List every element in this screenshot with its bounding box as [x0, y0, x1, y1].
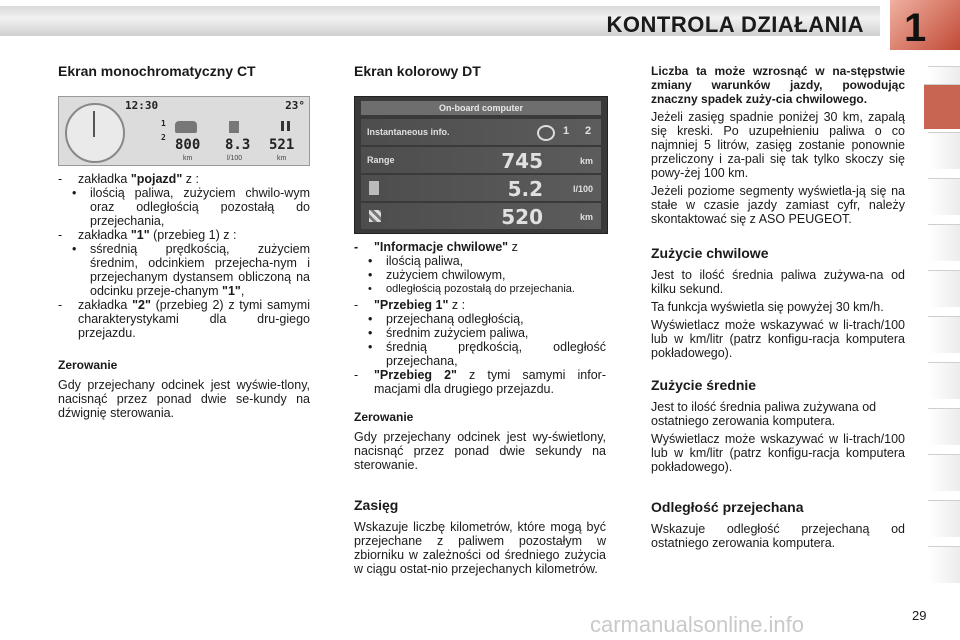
side-tab[interactable] [928, 500, 960, 537]
section-heading: Ekran kolorowy DT [354, 63, 481, 79]
screen-title: On-board computer [361, 101, 601, 115]
paragraph: Gdy przejechany odcinek jest wyświe-tlony, nacisnąć przez ponad dwie se-kundy na dźwignię sterowania. [58, 378, 310, 420]
side-tab[interactable] [928, 546, 960, 583]
screen-value-1: 800 [175, 137, 201, 153]
section-heading: Zasięg [354, 497, 399, 513]
column-monochrome-text [58, 172, 310, 420]
screen-value-3: 521 [269, 137, 295, 153]
chapter-side-tabs [928, 66, 960, 576]
list-item: - zakładka "2" (przebieg 2) z tymi samymi charakterystykami dla dru-giego przejazdu. [58, 298, 311, 340]
side-tab[interactable] [928, 270, 960, 307]
color-display-image [354, 96, 608, 234]
side-tab[interactable] [928, 316, 960, 353]
range-value: 745 [501, 149, 543, 173]
page-title: KONTROLA DZIAŁANIA [606, 12, 864, 37]
side-tab[interactable] [928, 178, 960, 215]
column-color-text [354, 240, 606, 576]
paragraph: Gdy przejechany odcinek jest wy-świetlony, nacisnąć przez ponad dwie sekundy na sterowanie. [354, 430, 606, 472]
side-tab[interactable] [928, 408, 960, 445]
paragraph: Jest to ilość średnia paliwa zużywa-na od kilku sekund. [651, 268, 905, 296]
clock-dial-icon [65, 103, 125, 163]
car-icon [175, 121, 197, 133]
chapter-number: 1 [904, 6, 927, 50]
list-subitem: • przejechaną odległością, [368, 312, 524, 326]
list-item: - zakładka "1" (przebieg 1) z : [58, 228, 237, 242]
trip-1-label: 1 [563, 125, 570, 137]
section-heading: Zużycie średnie [651, 377, 757, 393]
list-subitem: • sśrednią prędkością, zużyciem średnim, odcinkiem przejecha-nym i przejechanym dystansem obliczoną na odcinku przeje-chanym "1", [72, 242, 310, 298]
list-item: - "Informacje chwilowe" z [354, 240, 518, 254]
side-tab-active[interactable] [924, 84, 960, 129]
paragraph: Ta funkcja wyświetla się powyżej 30 km/h. [651, 300, 884, 314]
side-tab[interactable] [928, 362, 960, 399]
list-item: - zakładka "pojazd" z : [58, 172, 199, 186]
intro-bold: Liczba ta może wzrosnąć w na-stępstwie zmiany warunków jazdy, powodując znaczny spadek zuży-cia chwilowego. [651, 64, 905, 106]
clock-needle [93, 111, 95, 137]
monochrome-display-image [58, 96, 310, 166]
column-monochrome [58, 64, 310, 78]
range-unit: km [579, 156, 593, 166]
consumption-unit: l/100 [572, 184, 593, 194]
screen-row [361, 147, 601, 173]
screen-row-label: Range [367, 155, 395, 165]
list-subitem: • ilością paliwa, zużyciem chwilo-wym oraz odległością pozostałą do przejechania, [72, 186, 310, 228]
paragraph: Wyświetlacz może wskazywać w li-trach/100 lub w km/litr (patrz konfigu-racja komputera pokładowego). [651, 318, 905, 360]
paragraph: Wyświetlacz może wskazywać w li-trach/100 lub w km/litr (patrz konfigu-racja komputera pokładowego). [651, 432, 905, 474]
tab-indicator-1: 1 [161, 119, 166, 128]
side-tab[interactable] [928, 132, 960, 169]
fuel-icon [229, 121, 239, 133]
list-subitem: • średnią prędkością, odległość przejechana, [368, 340, 606, 368]
screen-row-label: Instantaneous info. [367, 127, 450, 137]
list-item: - "Przebieg 1" z : [354, 298, 466, 312]
side-tab[interactable] [928, 454, 960, 491]
list-item: - "Przebieg 2" z tymi samymi infor-macjami dla drugiego przejazdu. [354, 368, 606, 396]
screen-value-2: 8.3 [225, 137, 251, 153]
page-number: 29 [912, 608, 927, 623]
page-header [0, 0, 960, 50]
subsection-heading: Zerowanie [58, 358, 118, 372]
paragraph: Jest to ilość średnia paliwa zużywana od ostatniego zerowania komputera. [651, 400, 877, 428]
distance-unit: km [579, 212, 593, 222]
paragraph: Jeżeli zasięg spadnie poniżej 30 km, zapalą się kreski. Po uzupełnieniu paliwa o co najmniej 5 litrów, zasięg zostanie ponownie przeliczony i za-pali się tak tylko skoczy się powy-żej 100 km. [651, 110, 905, 180]
list-subitem: • zużyciem chwilowym, [368, 268, 506, 282]
trip-2-label: 2 [585, 125, 592, 137]
subsection-heading: Zerowanie [354, 410, 414, 424]
flag-icon [281, 121, 293, 131]
column-color [354, 64, 606, 78]
screen-temp: 23° [285, 99, 305, 112]
gauge-icon [537, 125, 555, 141]
side-tab[interactable] [928, 224, 960, 261]
watermark: carmanualsonline.info [590, 612, 805, 637]
list-subitem: • ilością paliwa, [368, 254, 464, 268]
section-heading: Ekran monochromatyczny CT [58, 63, 256, 79]
consumption-value: 5.2 [507, 177, 543, 201]
paragraph: Wskazuje odległość przejechaną od ostatniego zerowania komputera. [651, 522, 905, 550]
list-subitem: • średnim zużyciem paliwa, [368, 326, 529, 340]
column-right [651, 64, 905, 550]
screen-unit-1: km [183, 155, 193, 162]
tab-indicator-2: 2 [161, 133, 166, 142]
screen-time: 12:30 [125, 99, 159, 112]
screen-row [361, 203, 601, 229]
screen-row [361, 119, 601, 145]
section-heading: Odległość przejechana [651, 499, 804, 515]
paragraph: Wskazuje liczbę kilometrów, które mogą być przejechane z paliwem pozostałym w zbiorniku w zależności od średniego zużycia w ciągu ostat-nio przejechanych kilometrów. [354, 520, 606, 576]
flag-icon [369, 210, 381, 222]
distance-value: 520 [501, 205, 543, 229]
fuel-pump-icon [369, 181, 379, 195]
screen-row [361, 175, 601, 201]
paragraph: Jeżeli poziome segmenty wyświetla-ją się na stałe w czasie jazdy zamiast cyfr, należy skontaktować się z ASO PEUGEOT. [651, 184, 905, 226]
screen-unit-2: l/100 [227, 155, 243, 162]
list-subitem: • odległością pozostałą do przejechania. [368, 283, 575, 295]
screen-unit-3: km [277, 155, 287, 162]
section-heading: Zużycie chwilowe [651, 245, 769, 261]
